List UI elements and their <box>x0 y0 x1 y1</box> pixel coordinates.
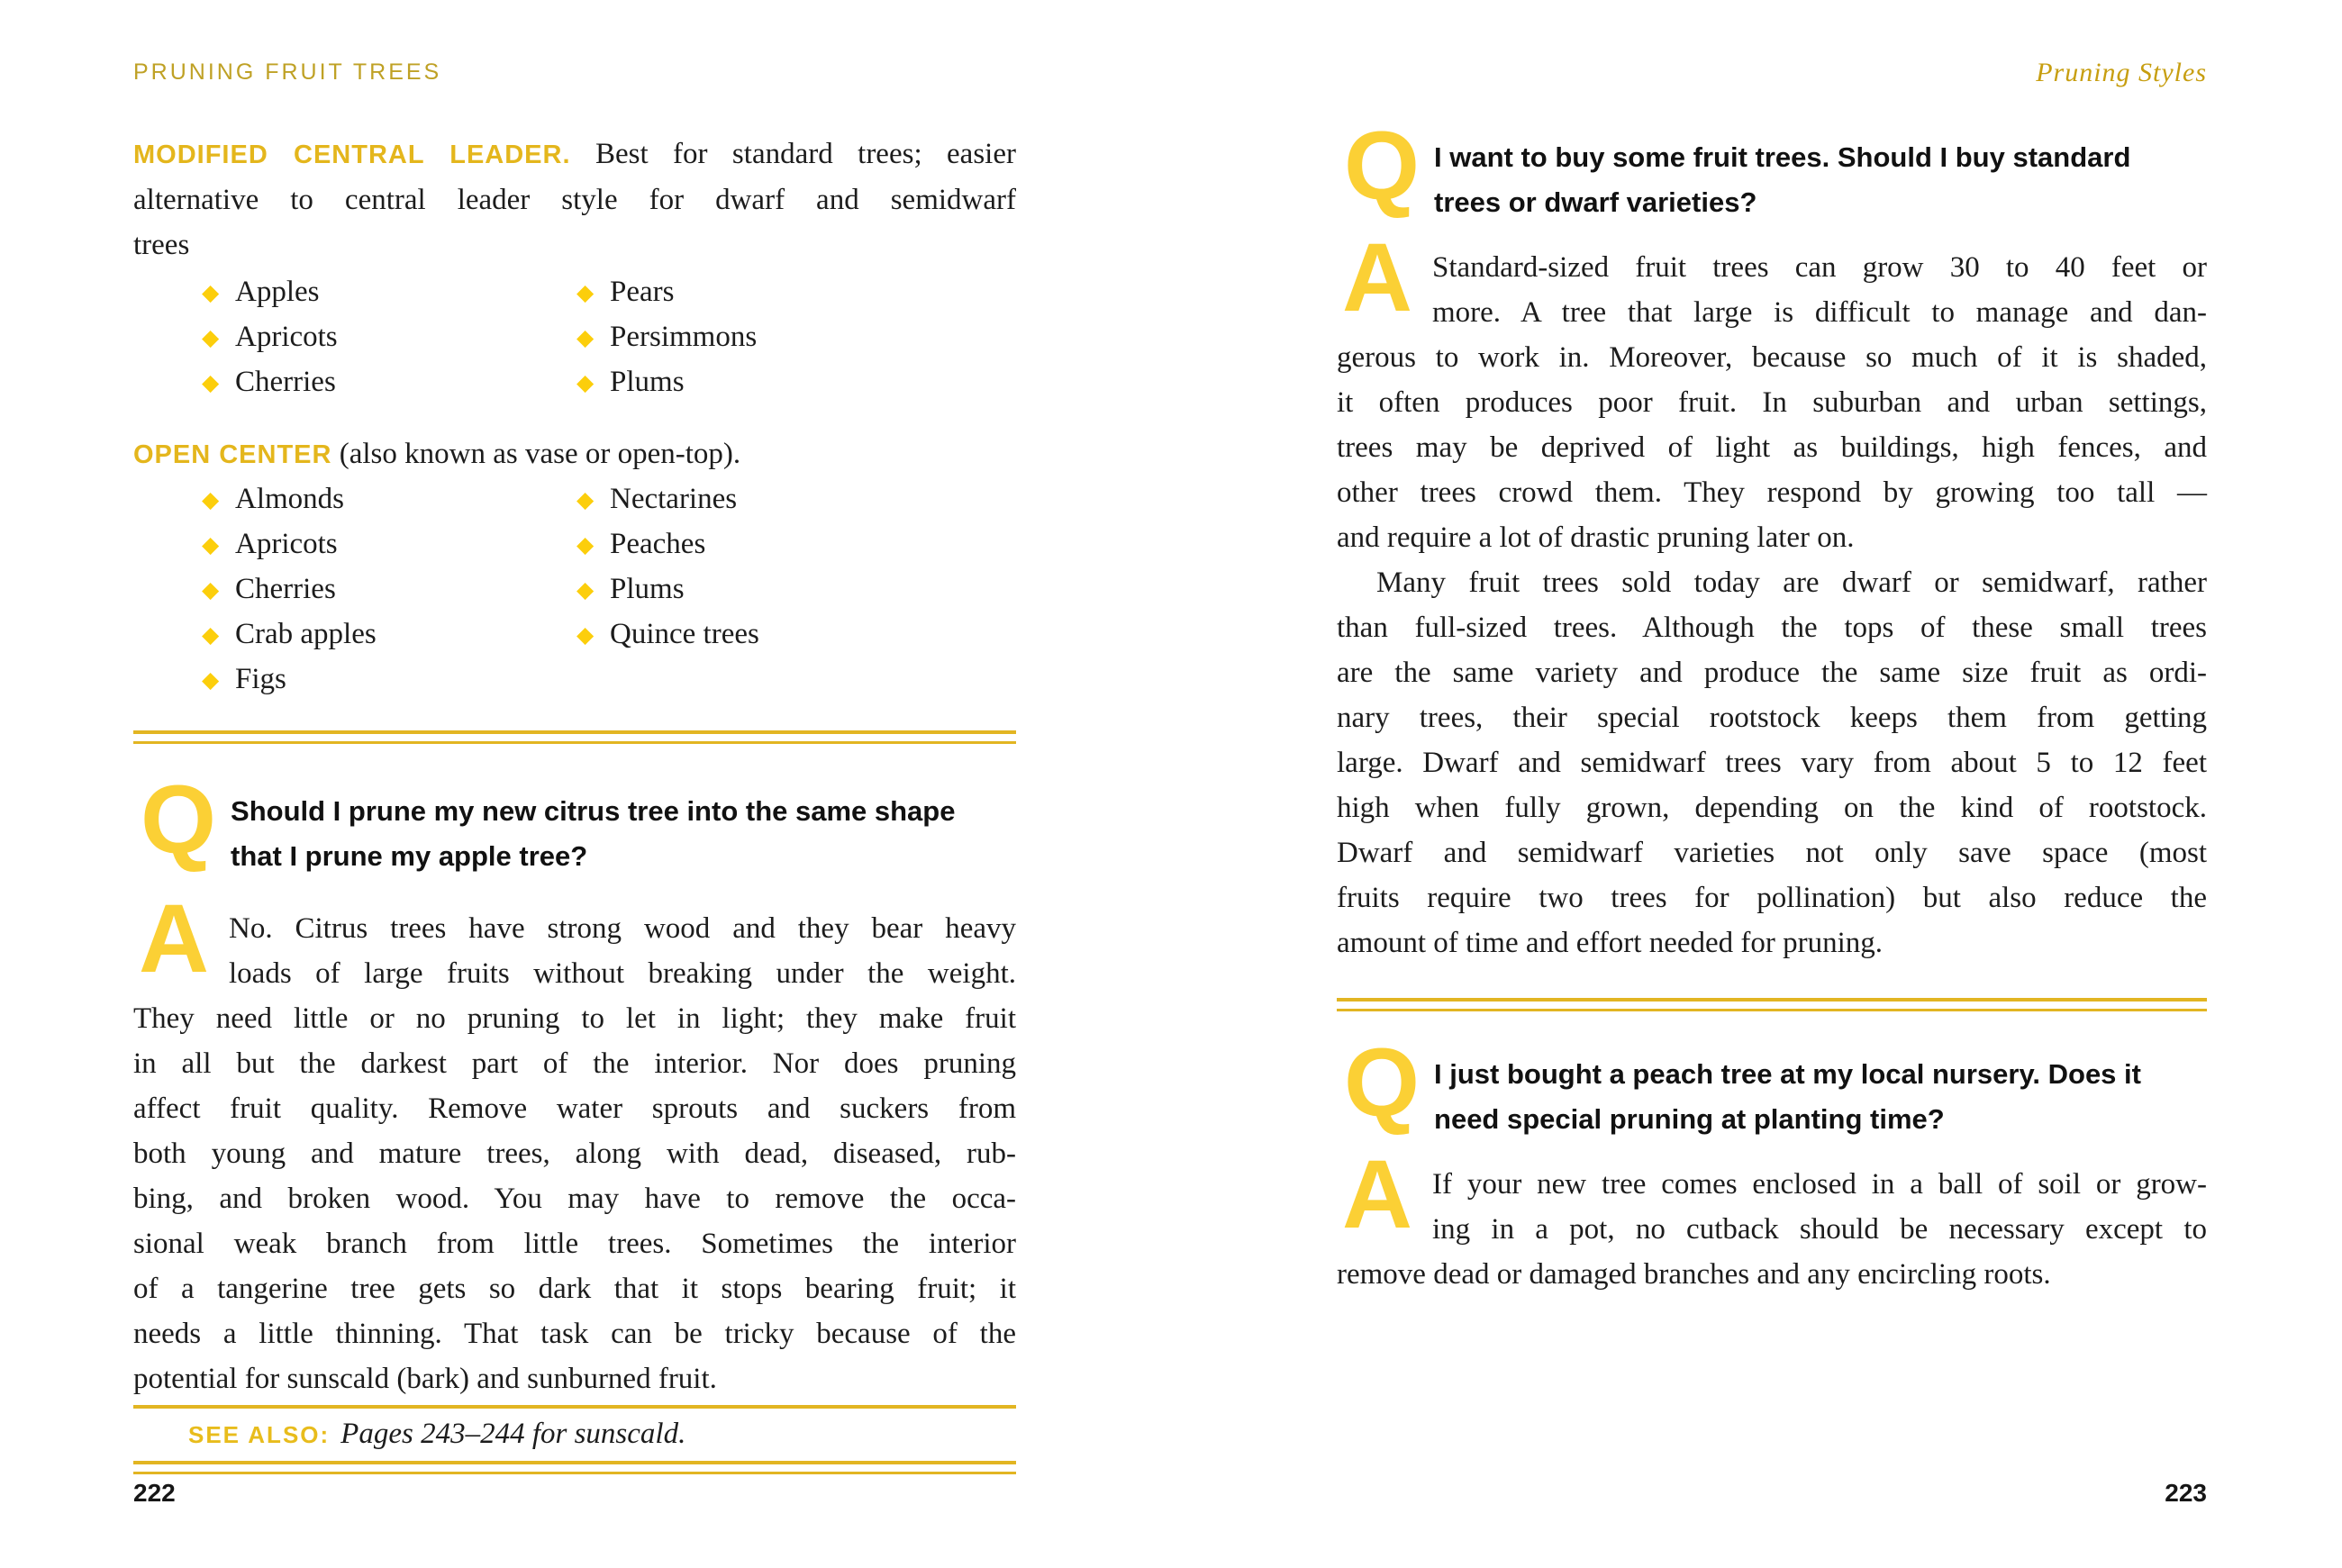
text-line: nary trees, their special rootstock keeps them from getting <box>1337 702 2207 734</box>
paragraph-line <box>133 131 1016 177</box>
question-block-buy-trees <box>1337 111 2207 225</box>
text-line: that I prune my apple tree? <box>231 840 588 872</box>
diamond-bullet-icon: ◆ <box>202 621 220 648</box>
question-block-peach-tree <box>1337 1028 2207 1142</box>
text-line: loads of large fruits without breaking under the weight. <box>229 957 1016 990</box>
right-page <box>1337 0 2207 1568</box>
text-line: Standard-sized fruit trees can grow 30 to 40 feet or <box>1432 251 2207 284</box>
list-item-label: Pears <box>610 276 675 308</box>
see-also-bottom-rule <box>133 1461 1016 1474</box>
list-item <box>202 476 576 521</box>
question-block-citrus <box>133 765 1016 879</box>
section-lead-label: OPEN CENTER <box>133 440 332 469</box>
running-head-right: Pruning Styles <box>2036 58 2207 87</box>
list-item-label: Apples <box>235 276 320 308</box>
list-column <box>202 269 576 404</box>
list-item <box>576 359 1085 404</box>
text-line: affect fruit quality. Remove water sprouts and suckers from <box>133 1092 1016 1125</box>
list-item <box>202 314 576 359</box>
answer-paragraph-1 <box>1337 222 2207 560</box>
text-line: of a tangerine tree gets so dark that it stops bearing fruit; it <box>133 1273 1016 1305</box>
answer-text <box>133 884 1016 1401</box>
question-text <box>231 787 955 879</box>
running-head-left: PRUNING FRUIT TREES <box>133 59 442 85</box>
text-line: more. A tree that large is difficult to manage and dan- <box>1432 296 2207 329</box>
text-line: sional weak branch from little trees. Sometimes the interior <box>133 1228 1016 1260</box>
list-column <box>576 476 1085 702</box>
list-item-label: Apricots <box>235 528 338 560</box>
diamond-bullet-icon: ◆ <box>202 666 220 693</box>
list-item-label: Almonds <box>235 483 345 515</box>
list-item <box>576 269 1085 314</box>
text-line: ing in a pot, no cutback should be necessary except to <box>1432 1213 2207 1246</box>
text-line: I want to buy some fruit trees. Should I buy standard <box>1434 141 2131 173</box>
text-line: are the same variety and produce the same size fruit as ordi- <box>1337 657 2207 689</box>
section-lead-label: MODIFIED CENTRAL LEADER. <box>133 140 571 169</box>
list-item <box>202 359 576 404</box>
list-item-label: Cherries <box>235 366 336 398</box>
text-line: If your new tree comes enclosed in a ball of soil or grow- <box>1432 1168 2207 1201</box>
fruit-list-open-center <box>133 476 1085 702</box>
list-item-label: Peaches <box>610 528 706 560</box>
page-number-left: 222 <box>133 1479 176 1507</box>
drop-cap-a: A <box>1342 1139 1412 1248</box>
text-line: bing, and broken wood. You may have to remove the occa- <box>133 1183 1016 1215</box>
paragraph-text: Best for standard trees; easier <box>570 138 1016 170</box>
text-line: Should I prune my new citrus tree into the same shape <box>231 795 956 827</box>
diamond-bullet-icon: ◆ <box>576 279 595 305</box>
list-item <box>202 566 576 612</box>
text-line: and require a lot of drastic pruning later on. <box>1337 521 1855 554</box>
text-line: They need little or no pruning to let in light; they make fruit <box>133 1002 1016 1035</box>
list-column <box>202 476 576 702</box>
text-line: remove dead or damaged branches and any encircling roots. <box>1337 1258 2051 1291</box>
diamond-bullet-icon: ◆ <box>202 486 220 512</box>
drop-cap-a: A <box>1342 222 1412 331</box>
page-number-right: 223 <box>2165 1479 2207 1507</box>
diamond-bullet-icon: ◆ <box>576 576 595 603</box>
text-line: it often produces poor fruit. In suburban and urban settings, <box>1337 386 2207 419</box>
diamond-bullet-icon: ◆ <box>576 486 595 512</box>
text-line: No. Citrus trees have strong wood and they bear heavy <box>229 912 1016 945</box>
text-line: Dwarf and semidwarf varieties not only save space (most <box>1337 837 2207 869</box>
paragraph-line <box>133 431 1016 477</box>
paragraph-text: (also known as vase or open-top). <box>331 438 741 470</box>
list-item-label: Nectarines <box>610 483 738 515</box>
answer-block-buy-trees <box>1337 222 2207 965</box>
text-line: trees may be deprived of light as buildings, high fences, and <box>1337 431 2207 464</box>
text-line: fruits require two trees for pollination) but also reduce the <box>1337 882 2207 914</box>
section-modified-central-leader <box>133 131 1016 267</box>
diamond-bullet-icon: ◆ <box>202 369 220 395</box>
text-line: need special pruning at planting time? <box>1434 1103 1945 1135</box>
diamond-bullet-icon: ◆ <box>202 576 220 603</box>
list-item <box>576 476 1085 521</box>
list-item-label: Figs <box>235 663 286 695</box>
list-item <box>576 314 1085 359</box>
left-page <box>133 0 1016 1568</box>
see-also-label: SEE ALSO: <box>188 1421 331 1448</box>
diamond-bullet-icon: ◆ <box>202 531 220 557</box>
text-line: Many fruit trees sold today are dwarf or semidwarf, rather <box>1376 566 2207 599</box>
list-item-label: Persimmons <box>610 321 758 353</box>
fruit-list-modified-central-leader <box>133 269 1085 404</box>
text-line: large. Dwarf and semidwarf trees vary from about 5 to 12 feet <box>1337 747 2207 779</box>
list-item <box>576 566 1085 612</box>
list-item <box>202 521 576 566</box>
see-also-reference: Pages 243–244 for sunscald. <box>340 1418 686 1450</box>
text-line: gerous to work in. Moreover, because so much of it is shaded, <box>1337 341 2207 374</box>
text-line: I just bought a peach tree at my local nursery. Does it <box>1434 1058 2141 1090</box>
paragraph-line: trees <box>133 229 190 261</box>
list-item-label: Crab apples <box>235 618 377 650</box>
answer-block-peach-tree <box>1337 1139 2207 1297</box>
list-item-label: Plums <box>610 573 685 605</box>
text-line: other trees crowd them. They respond by growing too tall — <box>1337 476 2207 509</box>
section-divider-rule <box>133 730 1016 744</box>
section-divider-rule <box>1337 998 2207 1011</box>
list-item-label: Apricots <box>235 321 338 353</box>
diamond-bullet-icon: ◆ <box>202 324 220 350</box>
question-text <box>1434 1050 2141 1142</box>
text-line: potential for sunscald (bark) and sunburned fruit. <box>133 1363 717 1395</box>
text-line: high when fully grown, depending on the kind of rootstock. <box>1337 792 2207 824</box>
list-item <box>202 269 576 314</box>
see-also-row <box>133 1409 1016 1461</box>
paragraph-line: alternative to central leader style for dwarf and semidwarf <box>133 184 1016 216</box>
section-open-center <box>133 431 1016 477</box>
list-item <box>202 657 576 702</box>
answer-text <box>1337 1139 2207 1297</box>
drop-cap-q: Q <box>1344 111 1421 220</box>
diamond-bullet-icon: ◆ <box>202 279 220 305</box>
diamond-bullet-icon: ◆ <box>576 621 595 648</box>
list-column <box>576 269 1085 404</box>
text-line: both young and mature trees, along with dead, diseased, rub- <box>133 1137 1016 1170</box>
text-line: than full-sized trees. Although the tops of these small trees <box>1337 612 2207 644</box>
list-item <box>576 521 1085 566</box>
list-item-label: Plums <box>610 366 685 398</box>
drop-cap-q: Q <box>1344 1028 1421 1137</box>
diamond-bullet-icon: ◆ <box>576 369 595 395</box>
list-item-label: Cherries <box>235 573 336 605</box>
text-line: needs a little thinning. That task can be tricky because of the <box>133 1318 1016 1350</box>
drop-cap-a: A <box>139 884 209 992</box>
text-line: trees or dwarf varieties? <box>1434 186 1757 218</box>
text-line: amount of time and effort needed for pruning. <box>1337 927 1884 959</box>
drop-cap-q: Q <box>141 765 217 874</box>
text-line: in all but the darkest part of the interior. Nor does pruning <box>133 1047 1016 1080</box>
diamond-bullet-icon: ◆ <box>576 531 595 557</box>
diamond-bullet-icon: ◆ <box>576 324 595 350</box>
list-item-label: Quince trees <box>610 618 759 650</box>
list-item <box>576 612 1085 657</box>
see-also-box <box>133 1405 1016 1474</box>
answer-paragraph-2 <box>1337 560 2207 965</box>
answer-block-citrus <box>133 884 1016 1401</box>
list-item <box>202 612 576 657</box>
question-text <box>1434 133 2130 225</box>
